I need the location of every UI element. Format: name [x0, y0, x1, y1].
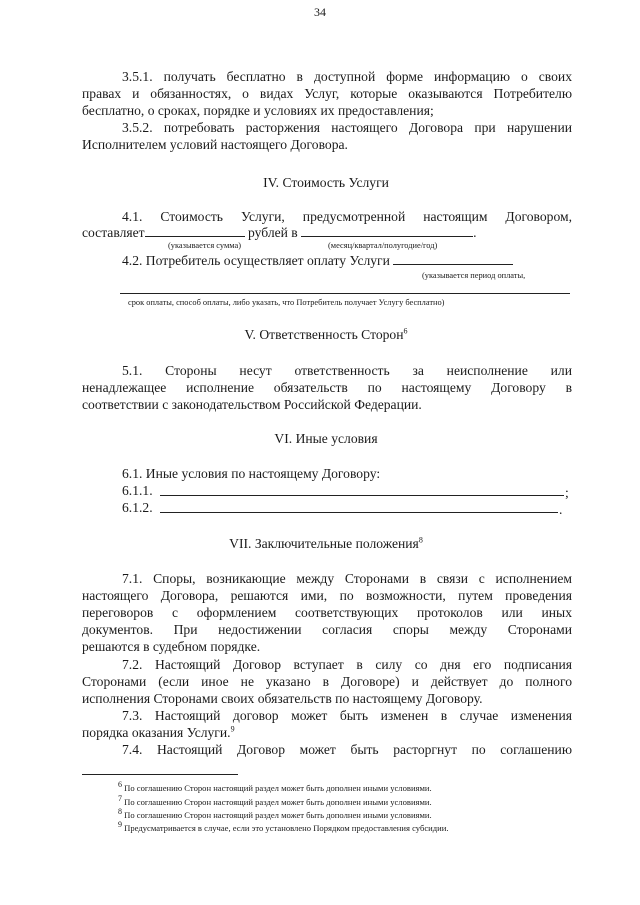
footnote-7 [118, 794, 432, 807]
clause-4-2-text: 4.2. Потребитель осуществляет оплату Услуги [122, 253, 390, 268]
clause-4-1-line-1: 4.1. Стоимость Услуги, предусмотренной настоящим Договором, [122, 209, 572, 224]
section-5-title [80, 327, 572, 343]
hint-sum: (указывается сумма) [168, 241, 242, 250]
footnote-6 [118, 780, 432, 793]
section-7-title [80, 536, 572, 552]
clause-3-5-1-line-1: 3.5.1. получать бесплатно в доступной форме информацию о своих [122, 69, 572, 84]
clause-7-3-text: порядка оказания Услуги. [82, 725, 231, 740]
section-4-title: IV. Стоимость Услуги [263, 175, 389, 190]
footnote-ref-6[interactable]: 6 [403, 326, 408, 336]
semicolon: ; [565, 485, 569, 500]
clause-4-1-text-a: составляет [82, 225, 145, 240]
clause-7-2-line-1: 7.2. Настоящий Договор вступает в силу со дня его подписания [122, 657, 572, 672]
clause-7-4-line-1: 7.4. Настоящий Договор может быть расторгнут по соглашению [122, 742, 572, 757]
hint-payment-1: (указывается период оплаты, [422, 271, 526, 280]
clause-7-1-line-2: настоящего Договора, решаются ими, по возможности, путем проведения [82, 588, 572, 603]
footnote-8-text: По соглашению Сторон настоящий раздел может быть дополнен иными условиями. [124, 810, 432, 820]
clause-7-3-line-1: 7.3. Настоящий договор может быть изменен в случае изменения [122, 708, 572, 723]
clause-7-3-line-2 [82, 725, 235, 741]
section-7-title-text: VII. Заключительные положения [229, 536, 419, 551]
clause-7-1-line-4: документов. При недостижении согласия споры между Сторонами [82, 622, 572, 637]
period-blank[interactable] [301, 225, 473, 237]
section-5-title-text: V. Ответственность Сторон [244, 327, 404, 342]
clause-4-1-text-b: рублей в [248, 225, 298, 240]
footnote-6-number: 6 [118, 780, 122, 790]
clause-7-1-line-5: решаются в судебном порядке. [82, 639, 261, 654]
clause-3-5-1-line-3: бесплатно, о сроках, порядке и условиях их предоставления; [82, 103, 434, 118]
payment-blank-1[interactable] [393, 253, 513, 265]
clause-5-1-line-2: ненадлежащее исполнение обязательств по настоящему Договору в [82, 380, 572, 395]
footnote-ref-9[interactable]: 9 [230, 724, 235, 734]
footnote-separator [82, 774, 238, 775]
section-6-title: VI. Иные условия [274, 431, 378, 446]
clause-7-2-line-2: Сторонами (если иное не указано в Договоре) и действует до полного [82, 674, 572, 689]
page-number: 34 [314, 5, 326, 19]
clause-3-5-2-line-2: Исполнителем условий настоящего Договора. [82, 137, 348, 152]
hint-period: (месяц/квартал/полугодие/год) [328, 241, 438, 250]
clause-5-1-line-1: 5.1. Стороны несут ответственность за неисполнение или [122, 363, 572, 378]
footnote-7-number: 7 [118, 794, 122, 804]
footnote-9-number: 9 [118, 820, 122, 830]
footnote-ref-8[interactable]: 8 [418, 535, 423, 545]
clause-6-1-1-label: 6.1.1. [122, 483, 153, 498]
clause-7-1-line-1: 7.1. Споры, возникающие между Сторонами в связи с исполнением [122, 571, 572, 586]
footnote-7-text: По соглашению Сторон настоящий раздел может быть дополнен иными условиями. [124, 797, 432, 807]
clause-3-5-1-line-2: правах и обязанностях, о видах Услуг, которые оказываются Потребителю [82, 86, 572, 101]
clause-4-2-line-1 [122, 253, 513, 269]
period-mark: . [559, 502, 563, 517]
clause-6-1-2-label: 6.1.2. [122, 500, 153, 515]
clause-5-1-line-3: соответствии с законодательством Российской Федерации. [82, 397, 422, 412]
footnote-9 [118, 820, 449, 833]
clause-3-5-2-line-1: 3.5.2. потребовать расторжения настоящего Договора при нарушении [122, 120, 572, 135]
clause-7-1-line-3: переговоров с оформлением соответствующих протоколов или иных [82, 605, 572, 620]
footnote-6-text: По соглашению Сторон настоящий раздел может быть дополнен иными условиями. [124, 783, 432, 793]
sum-blank[interactable] [145, 225, 245, 237]
clause-7-2-line-3: исполнения Сторонами своих обязательств по настоящему Договору. [82, 691, 483, 706]
footnote-8 [118, 807, 432, 820]
footnote-8-number: 8 [118, 807, 122, 817]
clause-6-1-2-blank[interactable] [160, 512, 558, 513]
footnote-9-text: Предусматривается в случае, если это установлено Порядком предоставления субсидии. [124, 823, 449, 833]
clause-4-1-line-2: составляет рублей в . [82, 225, 477, 240]
hint-payment-2: срок оплаты, способ оплаты, либо указать, что Потребитель получает Услугу бесплатно) [128, 298, 445, 307]
clause-6-1-1-blank[interactable] [160, 495, 564, 496]
clause-6-1: 6.1. Иные условия по настоящему Договору: [122, 466, 381, 481]
payment-blank-2[interactable] [120, 293, 570, 294]
